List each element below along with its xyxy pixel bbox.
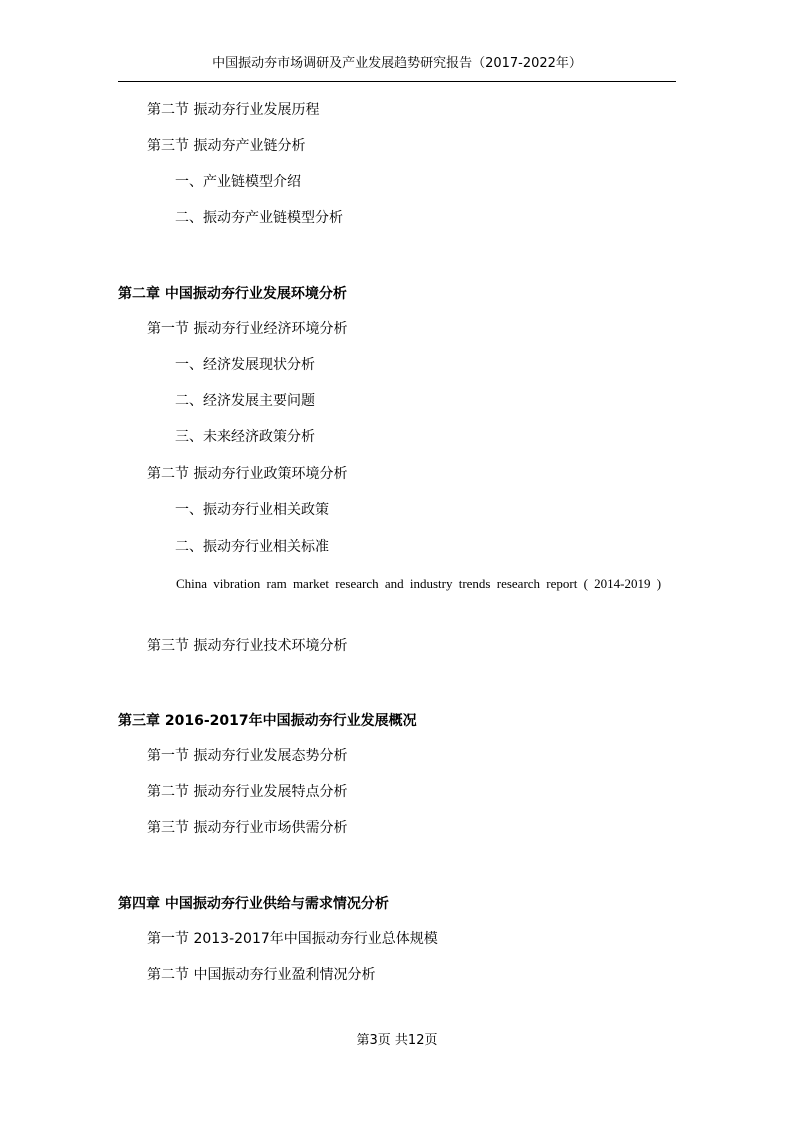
toc-section-entry: 第三节 振动夯产业链分析: [147, 138, 306, 154]
toc-chapter-heading: 第三章 2016-2017年中国振动夯行业发展概况: [118, 713, 417, 729]
page-footer-number: 第3页 共12页: [356, 1033, 438, 1048]
toc-section-entry: 第三节 振动夯行业市场供需分析: [147, 820, 348, 836]
header-divider: [118, 81, 676, 82]
toc-chapter-heading: 第二章 中国振动夯行业发展环境分析: [118, 286, 347, 302]
toc-item-entry: 三、未来经济政策分析: [175, 429, 315, 445]
toc-section-entry: 第二节 振动夯行业发展历程: [147, 102, 320, 118]
english-report-title: China vibration ram market research and industry trends research report ( 2014-2019 ): [176, 576, 662, 591]
toc-section-entry: 第一节 振动夯行业经济环境分析: [147, 321, 348, 337]
toc-item-entry: 二、经济发展主要问题: [175, 393, 315, 409]
toc-section-entry: 第二节 振动夯行业政策环境分析: [147, 466, 348, 482]
toc-section-entry: 第二节 中国振动夯行业盈利情况分析: [147, 967, 376, 983]
toc-section-entry: 第一节 振动夯行业发展态势分析: [147, 748, 348, 764]
page-header-title: 中国振动夯市场调研及产业发展趋势研究报告（2017-2022年）: [212, 56, 582, 71]
toc-item-entry: 一、振动夯行业相关政策: [175, 502, 329, 518]
toc-chapter-heading: 第四章 中国振动夯行业供给与需求情况分析: [118, 896, 389, 912]
toc-item-entry: 一、经济发展现状分析: [175, 357, 315, 373]
toc-item-entry: 二、振动夯产业链模型分析: [175, 210, 343, 226]
toc-item-entry: 一、产业链模型介绍: [175, 174, 301, 190]
toc-section-entry: 第三节 振动夯行业技术环境分析: [147, 638, 348, 654]
toc-section-entry: 第二节 振动夯行业发展特点分析: [147, 784, 348, 800]
toc-item-entry: 二、振动夯行业相关标准: [175, 539, 329, 555]
toc-section-entry: 第一节 2013-2017年中国振动夯行业总体规模: [147, 931, 438, 947]
